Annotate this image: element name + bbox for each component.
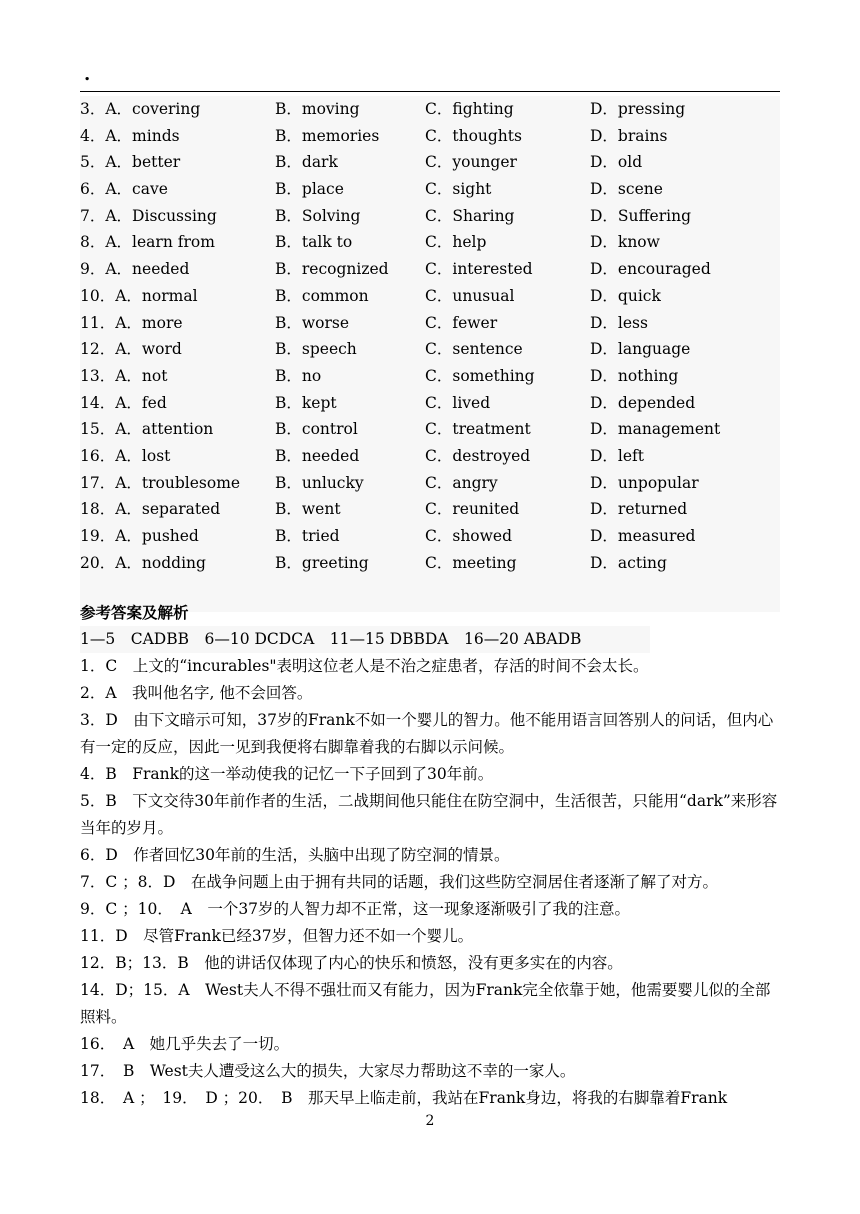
option-b: B．dark <box>275 153 338 172</box>
question-row <box>80 149 780 176</box>
option-a: 4．A．minds <box>80 126 180 145</box>
question-row <box>80 336 780 363</box>
question-row <box>80 390 780 417</box>
option-c: C．something <box>425 366 535 385</box>
option-c: C．meeting <box>425 553 517 572</box>
option-c: C．destroyed <box>425 446 531 465</box>
explanation-item: 12．B；13．B 他的讲话仅体现了内心的快乐和愤怒，没有更多实在的内容。 <box>80 954 623 972</box>
option-d: D．returned <box>590 500 688 519</box>
question-row <box>80 363 780 390</box>
question-row <box>80 256 780 283</box>
option-c: C．sight <box>425 180 492 199</box>
question-row <box>80 176 780 203</box>
option-c: C．Sharing <box>425 206 515 225</box>
option-b: B．speech <box>275 340 357 359</box>
option-b: B．greeting <box>275 553 369 572</box>
option-d: D．encouraged <box>590 260 711 279</box>
option-b: B．moving <box>275 100 360 118</box>
header-rule <box>80 91 780 92</box>
option-a: 6．A．cave <box>80 180 168 199</box>
option-c: C．interested <box>425 260 533 279</box>
question-row <box>80 283 780 310</box>
option-b: B．no <box>275 366 322 385</box>
explanation-item: 4．B Frank的这一举动使我的记忆一下子回到了30年前。 <box>80 765 494 783</box>
option-a: 13．A．not <box>80 366 168 385</box>
option-d: D．acting <box>590 553 667 572</box>
option-a: 14．A．fed <box>80 393 167 412</box>
question-row <box>80 203 780 230</box>
option-d: D．less <box>590 313 648 332</box>
question-row <box>80 123 780 150</box>
option-c: C．fighting <box>425 100 514 118</box>
option-a: 17．A．troublesome <box>80 473 241 492</box>
option-a: 11．A．more <box>80 313 183 332</box>
option-b: B．recognized <box>275 260 389 279</box>
explanation-item: 16． A 她几乎失去了一切。 <box>80 1035 290 1053</box>
option-c: C．younger <box>425 153 517 172</box>
option-c: C．unusual <box>425 286 515 305</box>
option-b: B．worse <box>275 313 350 332</box>
answer-title: 参考答案及解析 <box>80 603 189 622</box>
option-d: D．brains <box>590 126 668 145</box>
explanation-item: 3．D 由下文暗示可知，37岁的Frank不如一个婴儿的智力。他不能用语言回答别人的问话，但内心有一定的反应，因此一见到我便将右脚靠着我的右脚以示问候。 <box>80 711 774 756</box>
option-b: B．talk to <box>275 233 353 252</box>
explanation-item: 18． A ； 19． D ；20． B 那天早上临走前，我站在Frank身边，将我的右脚靠着Frank <box>80 1089 728 1107</box>
question-row <box>80 310 780 337</box>
option-c: C．help <box>425 233 487 252</box>
option-b: B．kept <box>275 393 337 412</box>
option-b: B．Solving <box>275 206 361 225</box>
option-b: B．memories <box>275 126 380 145</box>
question-row <box>80 550 780 577</box>
option-a: 19．A．pushed <box>80 527 199 545</box>
option-c: C．lived <box>425 393 491 412</box>
option-a: 18．A．separated <box>80 500 221 519</box>
option-a: 7．A．Discussing <box>80 206 217 225</box>
explanation-list <box>80 653 780 1112</box>
option-b: B．tried <box>275 527 340 545</box>
explanation-item: 6．D 作者回忆30年前的生活，头脑中出现了防空洞的情景。 <box>80 846 510 864</box>
question-row <box>80 523 780 550</box>
explanation-item: 14．D；15．A West夫人不得不强壮而又有能力，因为Frank完全依靠于她，他需要婴儿似的全部照料。 <box>80 981 771 1026</box>
option-c: C．showed <box>425 527 512 545</box>
option-b: B．unlucky <box>275 473 364 492</box>
option-d: D．quick <box>590 286 661 305</box>
option-d: D．know <box>590 233 660 252</box>
option-c: C．sentence <box>425 340 523 359</box>
option-d: D．pressing <box>590 100 686 118</box>
option-a: 3．A．covering <box>80 100 201 118</box>
explanation-item: 9．C ；10． A 一个37岁的人智力却不正常，这一现象逐渐吸引了我的注意。 <box>80 900 631 918</box>
question-options-table <box>80 96 780 612</box>
option-b: B．went <box>275 500 341 519</box>
explanation-item: 17． B West夫人遭受这么大的损失，大家尽力帮助这不幸的一家人。 <box>80 1062 576 1080</box>
option-a: 15．A．attention <box>80 420 214 439</box>
option-d: D．measured <box>590 527 696 545</box>
question-row <box>80 416 780 443</box>
option-d: D．Suffering <box>590 206 691 225</box>
option-c: C．fewer <box>425 313 498 332</box>
header-dot: . <box>84 64 91 85</box>
page-number: 2 <box>425 1113 435 1129</box>
question-row <box>80 229 780 256</box>
option-a: 16．A．lost <box>80 446 171 465</box>
answer-section <box>80 600 780 1112</box>
option-d: D．old <box>590 153 643 172</box>
explanation-item: 2．A 我叫他名字, 他不会回答。 <box>80 684 313 702</box>
option-c: C．thoughts <box>425 126 522 145</box>
option-a: 8．A．learn from <box>80 233 215 252</box>
option-d: D．scene <box>590 180 663 199</box>
option-a: 12．A．word <box>80 340 182 359</box>
explanation-item: 5．B 下文交待30年前作者的生活，二战期间他只能住在防空洞中，生活很苦，只能用“dark”来形容当年的岁月。 <box>80 792 778 837</box>
option-b: B．control <box>275 420 358 439</box>
question-row <box>80 96 780 123</box>
option-a: 20．A．nodding <box>80 553 206 572</box>
explanation-item: 1．C 上文的“incurables"表明这位老人是不治之症患者，存活的时间不会太长。 <box>80 657 649 675</box>
answer-key: 1—5 CADBB 6—10 DCDCA 11—15 DBBDA 16—20 ABADB <box>80 626 650 653</box>
question-row <box>80 496 780 523</box>
option-b: B．common <box>275 286 369 305</box>
explanation-item: 11．D 尽管Frank已经37岁，但智力还不如一个婴儿。 <box>80 927 474 945</box>
option-a: 5．A．better <box>80 153 181 172</box>
option-c: C．angry <box>425 473 498 492</box>
option-d: D．nothing <box>590 366 679 385</box>
option-c: C．treatment <box>425 420 531 439</box>
option-d: D．management <box>590 420 721 439</box>
option-d: D．language <box>590 340 691 359</box>
option-a: 10．A．normal <box>80 286 198 305</box>
option-b: B．place <box>275 180 344 199</box>
option-d: D．depended <box>590 393 696 412</box>
question-row <box>80 443 780 470</box>
option-c: C．reunited <box>425 500 520 519</box>
option-b: B．needed <box>275 446 360 465</box>
option-d: D．unpopular <box>590 473 699 492</box>
question-row <box>80 470 780 497</box>
option-a: 9．A．needed <box>80 260 190 279</box>
explanation-item: 7．C ；8．D 在战争问题上由于拥有共同的话题，我们这些防空洞居住者逐渐了解了对方。 <box>80 873 718 891</box>
option-d: D．left <box>590 446 645 465</box>
